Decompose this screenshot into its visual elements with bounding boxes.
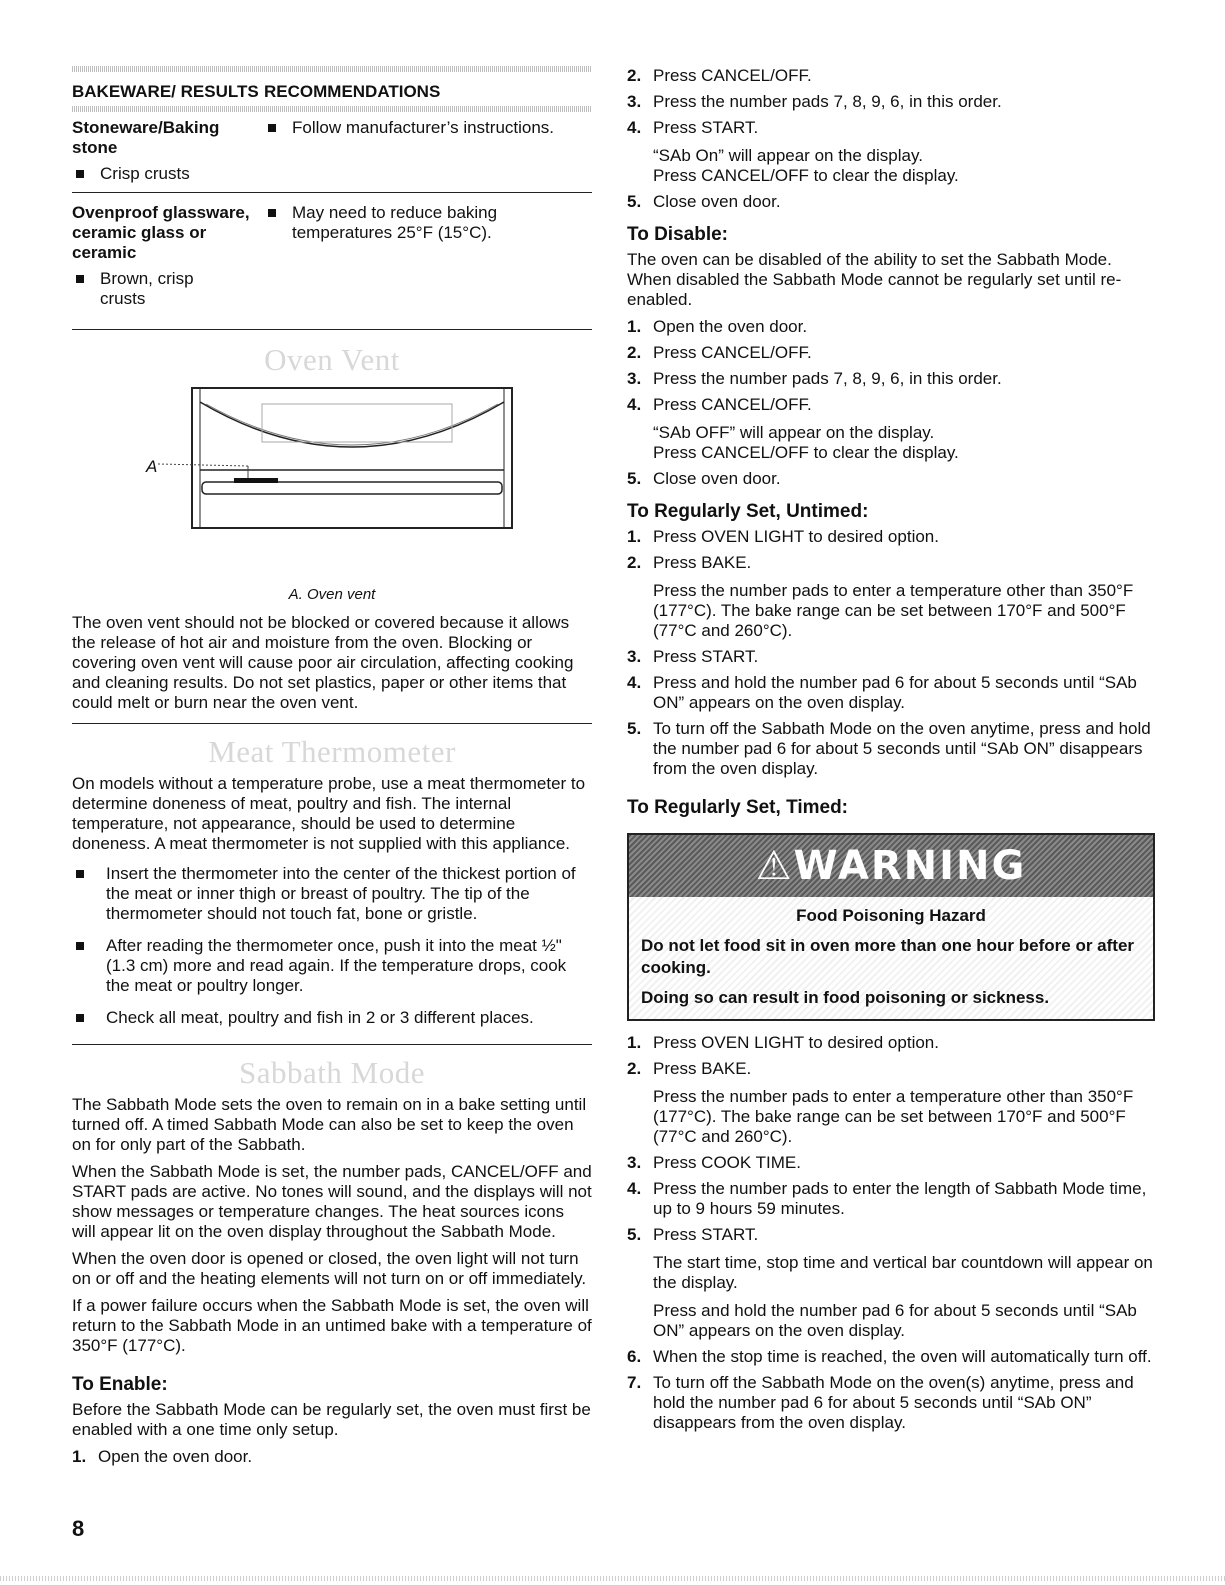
oven-vent-body: The oven vent should not be blocked or covered because it allows the release of hot air and moisture from the oven. Blocking or covering oven vent will cause poor air circulation, affecting cooking and cleaning results. Do not set plastics, paper or other items that could melt or burn near the oven vent. [72,613,574,712]
step-item [627,1153,1155,1173]
enable-intro: Before the Sabbath Mode can be regularly set, the oven must first be enabled with a one time only setup. [72,1400,591,1439]
step-item [627,1179,1155,1219]
section-divider [72,723,592,724]
warning-line: Do not let food sit in oven more than one hour before or after cooking. [641,936,1135,977]
step-note: “SAb On” will appear on the display. [653,146,923,165]
step-text: Open the oven door. [653,317,808,336]
step-item [627,118,1155,186]
step-text: Press the number pads 7, 8, 9, 6, in this order. [653,369,1002,388]
step-number: 2. [627,66,642,85]
step-item [627,66,1155,86]
sabbath-paragraph: If a power failure occurs when the Sabbath Mode is set, the oven will return to the Sabbath Mode in an untimed bake with a temperature of 350°F (177°C). [72,1296,592,1355]
step-number: 7. [627,1373,642,1392]
sabbath-paragraph: The Sabbath Mode sets the oven to remain on in a bake setting until turned off. A timed Sabbath Mode can also be set to keep the oven on for only part of the Sabbath. [72,1095,587,1154]
oven-vent-figure [72,382,592,578]
step-item [627,1347,1155,1367]
table-row [72,112,592,193]
step-item [627,395,1155,463]
step-text: Press and hold the number pad 6 for about 5 seconds until “SAb ON” appears on the oven display. [653,673,1137,712]
step-text: When the stop time is reached, the oven will automatically turn off. [653,1347,1152,1366]
table-header [72,72,592,106]
list-item: Check all meat, poultry and fish in 2 or 3 different places. [72,1008,592,1028]
step-text: Press START. [653,1225,759,1244]
step-text: Press CANCEL/OFF. [653,395,812,414]
step-text: To turn off the Sabbath Mode on the oven(s) anytime, press and hold the number pad 6 for about 5 seconds until “SAb ON” disappears from the oven display. [653,1373,1134,1432]
step-number: 3. [627,369,642,388]
enable-steps-continued [627,66,1155,212]
step-text: Press START. [653,118,759,137]
step-number: 3. [627,1153,642,1172]
step-number: 1. [627,1033,642,1052]
step-number: 5. [627,192,642,211]
bakeware-result: Crisp crusts [100,164,190,183]
bakeware-name: Ovenproof glassware, ceramic glass or ceramic [72,203,250,262]
step-text: Press COOK TIME. [653,1153,801,1172]
oven-vent-caption: A. Oven vent [288,586,376,603]
timed-steps [627,1033,1155,1433]
warning-box [627,833,1155,1021]
step-note: The start time, stop time and vertical bar countdown will appear on the display. [653,1253,1153,1292]
bullet-icon [76,942,84,950]
bullet-icon [76,870,84,878]
step-item [627,343,1155,363]
to-enable-heading: To Enable: [72,1374,168,1395]
step-number: 3. [627,92,642,111]
step-item [627,192,1155,212]
step-number: 2. [627,343,642,362]
figure-label-a: A [146,457,158,476]
step-number: 1. [627,317,642,336]
step-number: 5. [627,469,642,488]
list-item: After reading the thermometer once, push it into the meat ½" (1.3 cm) more and read again. If the temperature drops, cook the meat or poultry longer. [72,936,592,996]
step-text: Press BAKE. [653,553,752,572]
step-item [627,1225,1155,1341]
right-column [627,66,1155,1439]
step-item [627,469,1155,489]
oven-vent-illustration [72,382,592,578]
disable-steps [627,317,1155,489]
step-item [627,647,1155,667]
step-text: Press CANCEL/OFF. [653,66,812,85]
warning-triangle-icon: ⚠ [755,843,794,889]
timed-heading: To Regularly Set, Timed: [627,797,849,818]
step-number: 4. [627,1179,642,1198]
step-item [627,553,1155,641]
step-item [627,1033,1155,1053]
step-text: To turn off the Sabbath Mode on the oven anytime, press and hold the number pad 6 for about 5 seconds until “SAb ON” disappears from the oven display. [653,719,1151,778]
left-column [72,66,592,1473]
step-text: Press BAKE. [653,1059,752,1078]
bakeware-name: Stoneware/Baking stone [72,118,220,157]
step-number: 6. [627,1347,642,1366]
step-text: Close oven door. [653,192,781,211]
step-text: Press the number pads 7, 8, 9, 6, in this order. [653,92,1002,111]
bullet-icon [268,209,276,217]
step-number: 5. [627,719,642,738]
step-item [627,92,1155,112]
oven-vent-title: Oven Vent [264,342,400,377]
sabbath-mode-title: Sabbath Mode [239,1055,425,1090]
step-note: “SAb OFF” will appear on the display. [653,423,935,442]
recommendation: May need to reduce baking temperatures 25°F (15°C). [292,203,498,242]
step-item [627,719,1155,779]
section-divider [72,1044,592,1045]
sabbath-paragraph: When the Sabbath Mode is set, the number pads, CANCEL/OFF and START pads are active. No tones will sound, and the displays will not show messages or temperature changes. The heat sources icons will appear lit on the oven display throughout the Sabbath Mode. [72,1162,592,1241]
warning-header [629,835,1153,897]
step-note: Press the number pads to enter a temperature other than 350°F (177°C). The bake range can be set between 170°F and 500°F (77°C and 260°C). [653,581,1134,640]
step-number: 4. [627,395,642,414]
untimed-steps [627,527,1155,779]
step-text: Press the number pads to enter the length of Sabbath Mode time, up to 9 hours 59 minutes. [653,1179,1147,1218]
step-text: Press START. [653,647,759,666]
step-item [627,1373,1155,1433]
bullet-icon [76,1014,84,1022]
step-note: Press CANCEL/OFF to clear the display. [653,443,959,462]
step-text: Press OVEN LIGHT to desired option. [653,1033,939,1052]
step-item [627,317,1155,337]
step-number: 4. [627,118,642,137]
table-header-bakeware: BAKEWARE/ RESULTS [72,82,259,101]
warning-title: WARNING [793,843,1027,889]
step-text: Press OVEN LIGHT to desired option. [653,527,939,546]
recommendation: Follow manufacturer’s instructions. [292,118,555,137]
bullet-icon [76,275,84,283]
meat-thermometer-intro: On models without a temperature probe, use a meat thermometer to determine doneness of meat, poultry and fish. The internal temperature, not appearance, should be used to determine doneness. A meat thermometer is not supplied with this appliance. [72,774,586,853]
bullet-icon [76,170,84,178]
enable-step: 1. Open the oven door. [72,1447,253,1466]
hazard-title: Food Poisoning Hazard [796,906,986,925]
step-number: 4. [627,673,642,692]
step-number: 5. [627,1225,642,1244]
untimed-heading: To Regularly Set, Untimed: [627,501,869,522]
table-row [72,193,592,330]
warning-line: Doing so can result in food poisoning or sickness. [641,988,1050,1007]
step-number: 2. [627,553,642,572]
step-text: Press CANCEL/OFF. [653,343,812,362]
meat-thermometer-title: Meat Thermometer [208,734,456,769]
step-number: 1. [627,527,642,546]
step-text: Close oven door. [653,469,781,488]
step-item [627,527,1155,547]
step-number: 3. [627,647,642,666]
step-number: 2. [627,1059,642,1078]
step-item [627,673,1155,713]
step-note: Press CANCEL/OFF to clear the display. [653,166,959,185]
bakeware-result: Brown, crisp crusts [100,269,194,308]
disable-intro: The oven can be disabled of the ability to set the Sabbath Mode. When disabled the Sabbath Mode cannot be regularly set until re-enabled. [627,250,1122,309]
step-item [627,369,1155,389]
step-item [627,1059,1155,1147]
step-note: Press and hold the number pad 6 for about 5 seconds until “SAb ON” appears on the oven display. [653,1301,1137,1340]
to-disable-heading: To Disable: [627,224,728,245]
list-item: Insert the thermometer into the center of the thickest portion of the meat or inner thigh or breast of poultry. The tip of the thermometer should not touch fat, bone or gristle. [72,864,592,924]
bottom-border [0,1576,1225,1581]
table-header-recommendations: RECOMMENDATIONS [264,82,441,101]
sabbath-paragraph: When the oven door is opened or closed, the oven light will not turn on or off and the heating elements will not turn on or off immediately. [72,1249,587,1288]
page-number: 8 [72,1516,85,1541]
bullet-icon [268,124,276,132]
step-note: Press the number pads to enter a temperature other than 350°F (177°C). The bake range can be set between 170°F and 500°F (77°C and 260°C). [653,1087,1134,1146]
